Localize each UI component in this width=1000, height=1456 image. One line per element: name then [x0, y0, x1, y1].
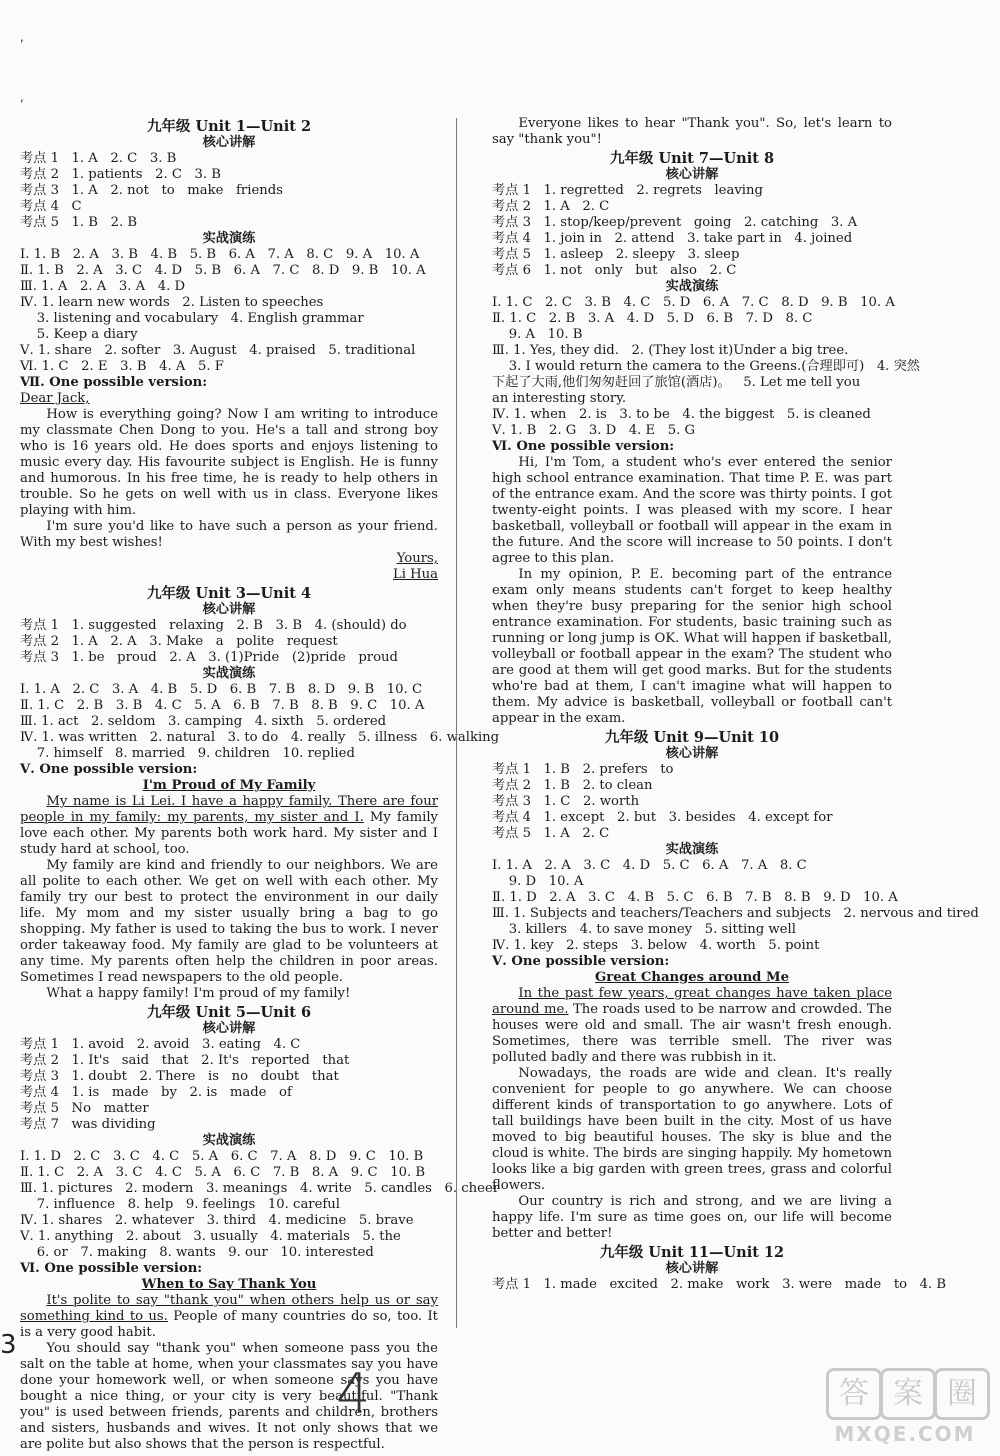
answer-list: [492, 183, 892, 279]
essay-paragraph: [20, 1293, 438, 1341]
letter-signature: Li Hua: [392, 567, 438, 582]
answer-line: 考点 4 1. is made by 2. is made of: [20, 1085, 292, 1100]
essay-paragraph: I'm sure you'd like to have such a person as your friend. With my best wishes!: [20, 519, 438, 550]
practice-heading: 实战演练: [665, 842, 719, 857]
answer-line: 考点 3 1. be proud 2. A 3. (1)Pride (2)pride proud: [20, 650, 398, 665]
answer-line: 考点 1 1. regretted 2. regrets leaving: [492, 183, 763, 198]
answer-line: 3. killers 4. to save money 5. sitting well: [492, 922, 796, 937]
answer-list: [20, 151, 438, 231]
answer-line: 考点 3 1. C 2. worth: [492, 794, 640, 809]
answer-line: Ⅴ. 1. B 2. G 3. D 4. E 5. G: [492, 423, 696, 438]
answer-line: Ⅴ. 1. anything 2. about 3. usually 4. materials 5. the: [20, 1229, 401, 1244]
answer-line: Ⅴ. One possible version:: [492, 954, 670, 969]
answer-line: Ⅱ. 1. C 2. A 3. C 4. C 5. A 6. C 7. B 8. A 9. C 10. B: [20, 1165, 426, 1180]
answer-line: 考点 2 1. It's said that 2. It's reported that: [20, 1053, 350, 1068]
essay-paragraph: Nowadays, the roads are wide and clean. It's really convenient for people to go anywhere. We can choose different kinds of transportation to go anywhere. Lots of tall buildings have been built in the city. Most of us have moved to big beautiful houses. The sky is blue and the cloud is white. The birds are singing happily. My hometown looks like a big garden with green trees, grass and colorful flowers.: [492, 1066, 892, 1193]
letter-closing: Yours,: [396, 551, 438, 566]
answer-line: 9. A 10. B: [492, 327, 583, 342]
answer-line: 5. Keep a diary: [20, 327, 138, 342]
answer-line: Ⅴ. One possible version:: [20, 762, 198, 777]
answer-line: 考点 5 1. asleep 2. sleepy 3. sleep: [492, 247, 740, 262]
essay-topic-sentence: It's polite to say "thank you" when others help us or say something kind to us.: [20, 1293, 438, 1324]
answer-line: Ⅰ. 1. A 2. C 3. A 4. B 5. D 6. B 7. B 8. D 9. B 10. C: [20, 682, 423, 697]
essay-paragraph: What a happy family! I'm proud of my family!: [46, 986, 351, 1001]
watermark-logo-char: 圈: [934, 1368, 990, 1420]
core-heading: 核心讲解: [202, 602, 256, 617]
essay-title: I'm Proud of My Family: [142, 778, 316, 793]
answer-line: Ⅲ. 1. Subjects and teachers/Teachers and subjects 2. nervous and tired: [492, 906, 979, 921]
essay-paragraph: Everyone likes to hear "Thank you". So, let's learn to say "thank you"!: [492, 116, 892, 147]
answer-line: Ⅰ. 1. B 2. A 3. B 4. B 5. B 6. A 7. A 8. C 9. A 10. A: [20, 247, 420, 262]
corner-page-number: 3: [0, 1330, 17, 1360]
essay-paragraph: [20, 794, 438, 858]
answer-line: 考点 3 1. stop/keep/prevent going 2. catching 3. A: [492, 215, 858, 230]
column-divider: [456, 118, 457, 1328]
section-title: 九年级 Unit 11—Unit 12: [599, 1244, 785, 1261]
answer-line: 考点 4 C: [20, 199, 82, 214]
answer-line: Ⅰ. 1. D 2. C 3. C 4. C 5. A 6. C 7. A 8. D 9. C 10. B: [20, 1149, 424, 1164]
answer-line: Ⅲ. 1. A 2. A 3. A 4. D: [20, 279, 186, 294]
essay-paragraph: Our country is rich and strong, and we are living a happy life. I'm sure as time goes on, our life will become better and better!: [492, 1194, 892, 1241]
answer-line: 考点 2 1. A 2. C: [492, 199, 610, 214]
right-column: [492, 116, 979, 1293]
answer-line: 6. or 7. making 8. wants 9. our 10. interested: [20, 1245, 374, 1260]
section-title: 九年级 Unit 5—Unit 6: [146, 1004, 312, 1021]
answer-line: 9. D 10. A: [492, 874, 584, 889]
answer-line: Ⅳ. 1. learn new words 2. Listen to speeches: [20, 295, 324, 310]
section-title: 九年级 Unit 9—Unit 10: [604, 729, 780, 746]
answer-line: 考点 5 1. B 2. B: [20, 215, 138, 230]
answer-line: 7. influence 8. help 9. feelings 10. careful: [20, 1197, 341, 1212]
answer-line: Ⅱ. 1. D 2. A 3. C 4. B 5. C 6. B 7. B 8. B 9. D 10. A: [492, 890, 898, 905]
section-title: 九年级 Unit 1—Unit 2: [146, 118, 312, 135]
essay-paragraph: You should say "thank you" when someone pass you the salt on the table at home, when your classmates say you have done your homework well, or when someone says you have bought a nice thing, or your city is very beautiful. "Thank you" is used between friends, parents and children, brothers and sisters, husbands and wives. It not only shows that we are polite but also shows that the person is respectful.: [20, 1341, 438, 1452]
answer-line: Ⅳ. 1. key 2. steps 3. below 4. worth 5. point: [492, 938, 820, 953]
section-title: 九年级 Unit 7—Unit 8: [609, 150, 775, 167]
core-heading: 核心讲解: [202, 1021, 256, 1036]
answer-line: 考点 3 1. doubt 2. There is no doubt that: [20, 1069, 339, 1084]
core-heading: 核心讲解: [202, 135, 256, 150]
answer-line: an interesting story.: [492, 391, 627, 406]
answer-line: 考点 7 was dividing: [20, 1117, 156, 1132]
practice-heading: 实战演练: [202, 231, 256, 246]
essay-paragraph: How is everything going? Now I am writing to introduce my classmate Chen Dong to you. He's a tall and strong boy who is 16 years old. He does sports and enjoys listening to music every day. His favourite subject is English. He is funny and humorous. In his free time, he is ready to help others in trouble. So he gets on well with us in class. Everyone likes playing with him.: [20, 407, 438, 518]
answer-list: [492, 295, 920, 455]
answer-line: Ⅲ. 1. act 2. seldom 3. camping 4. sixth 5. ordered: [20, 714, 387, 729]
essay-title: Great Changes around Me: [595, 970, 789, 985]
answer-line: 3. I would return the camera to the Greens.(合理即可) 4. 突然: [492, 359, 920, 374]
answer-list: [20, 682, 500, 778]
answer-line: Ⅵ. One possible version:: [20, 1261, 203, 1276]
essay-text: People of many countries do so, too. It is a very good habit.: [20, 1309, 438, 1340]
answer-line: Ⅱ. 1. C 2. B 3. B 4. C 5. A 6. B 7. B 8. B 9. C 10. A: [20, 698, 425, 713]
answer-list: [492, 858, 979, 970]
answer-line: 考点 6 1. not only but also 2. C: [492, 263, 737, 278]
answer-line: 考点 5 No matter: [20, 1101, 149, 1116]
answer-line: 考点 1 1. avoid 2. avoid 3. eating 4. C: [20, 1037, 301, 1052]
answer-line: Ⅱ. 1. C 2. B 3. A 4. D 5. D 6. B 7. D 8. C: [492, 311, 813, 326]
answer-line: Ⅲ. 1. pictures 2. modern 3. meanings 4. write 5. candles 6. cheer: [20, 1181, 500, 1196]
handwritten-page-number: 4: [336, 1362, 371, 1425]
answer-line: 考点 2 1. B 2. to clean: [492, 778, 653, 793]
answer-list: [492, 762, 892, 842]
answer-line: Ⅳ. 1. when 2. is 3. to be 4. the biggest 5. is cleaned: [492, 407, 871, 422]
answer-line: Ⅳ. 1. was written 2. natural 3. to do 4. really 5. illness 6. walking: [20, 730, 500, 745]
answer-line: Ⅶ. One possible version:: [20, 375, 208, 390]
answer-line: 考点 4 1. join in 2. attend 3. take part in 4. joined: [492, 231, 853, 246]
essay-topic-sentence: My name is Li Lei. I have a happy family. There are four people in my family: my parents, my sister and I.: [20, 794, 438, 825]
answer-line: 考点 1 1. made excited 2. make work 3. were made to 4. B: [492, 1277, 947, 1292]
essay-paragraph: [492, 986, 892, 1066]
answer-list: [20, 247, 438, 391]
answer-line: Ⅱ. 1. B 2. A 3. C 4. D 5. B 6. A 7. C 8. D 9. B 10. A: [20, 263, 426, 278]
practice-heading: 实战演练: [665, 279, 719, 294]
core-heading: 核心讲解: [665, 746, 719, 761]
answer-line: Ⅲ. 1. Yes, they did. 2. (They lost it)Under a big tree.: [492, 343, 849, 358]
answer-line: Ⅴ. 1. share 2. softer 3. August 4. praised 5. traditional: [20, 343, 416, 358]
answer-line: 考点 5 1. A 2. C: [492, 826, 610, 841]
answer-line: Ⅵ. 1. C 2. E 3. B 4. A 5. F: [20, 359, 224, 374]
letter-greeting: Dear Jack,: [20, 391, 90, 406]
site-watermark: [820, 1368, 990, 1448]
essay-paragraph: Hi, I'm Tom, a student who's ever entered the senior high school entrance examination. That time P. E. was part of the entrance exam. And the score was thirty points. I got twenty-eight points. I was pleased with my score. I hear basketball, volleyball or football will appear in the exam in the future. And the score will increase to 50 points. I don't agree to this plan.: [492, 455, 892, 566]
section-title: 九年级 Unit 3—Unit 4: [146, 585, 312, 602]
answer-list: [20, 618, 438, 666]
answer-line: 下起了大雨,他们匆匆赶回了旅馆(酒店)。 5. Let me tell you: [492, 375, 861, 390]
essay-title: When to Say Thank You: [141, 1277, 317, 1292]
answer-line: 考点 1 1. A 2. C 3. B: [20, 151, 177, 166]
answer-line: 考点 2 1. patients 2. C 3. B: [20, 167, 221, 182]
answer-list: [20, 1149, 500, 1277]
answer-line: Ⅰ. 1. A 2. A 3. C 4. D 5. C 6. A 7. A 8. C: [492, 858, 807, 873]
essay-paragraph: My family are kind and friendly to our neighbors. We are all polite to each other. We get on well with each other. My family try our best to protect the environment in our daily life. My mom and my sister usually bring a bag to go shopping. My father is used to taking the bus to work. I never order takeaway food. My family are glad to be volunteers at any time. My parents often help the children in poor areas. Sometimes I read newspapers to the old people.: [20, 858, 438, 985]
watermark-text: MXQE.COM: [834, 1422, 976, 1446]
answer-line: 3. listening and vocabulary 4. English grammar: [20, 311, 364, 326]
answer-line: 考点 4 1. except 2. but 3. besides 4. except for: [492, 810, 833, 825]
answer-line: 7. himself 8. married 9. children 10. replied: [20, 746, 355, 761]
watermark-logo-char: 答: [826, 1368, 882, 1420]
answer-line: Ⅵ. One possible version:: [492, 439, 675, 454]
core-heading: 核心讲解: [665, 167, 719, 182]
answer-line: 考点 2 1. A 2. A 3. Make a polite request: [20, 634, 338, 649]
answer-line: 考点 1 1. B 2. prefers to: [492, 762, 674, 777]
practice-heading: 实战演练: [202, 1133, 256, 1148]
essay-paragraph: In my opinion, P. E. becoming part of the entrance exam only means students can't forget to keep healthy when they're busy preparing for the senior high school entrance examination. For students, basic training such as running or long jump is OK. What will happen if basketball, volleyball or football appear in the exam? The student who are good at them will get good marks. But for the students who're bad at them, I can't imagine what will happen to them. My advice is basketball, volleyball or football can't appear in the exam.: [492, 567, 892, 726]
essay-topic-sentence: In the past few years, great changes have taken place around me.: [492, 986, 892, 1017]
left-column: [20, 116, 500, 1453]
corner-mark: ,: [20, 90, 24, 104]
answer-line: 考点 3 1. A 2. not to make friends: [20, 183, 283, 198]
answer-line: 考点 1 1. suggested relaxing 2. B 3. B 4. (should) do: [20, 618, 407, 633]
essay-text: My family love each other. My parents both work hard. My sister and I study hard at school, too.: [20, 810, 438, 857]
answer-line: Ⅳ. 1. shares 2. whatever 3. third 4. medicine 5. brave: [20, 1213, 414, 1228]
answer-list: [20, 1037, 438, 1133]
core-heading: 核心讲解: [665, 1261, 719, 1276]
watermark-logo-char: 案: [880, 1368, 936, 1420]
practice-heading: 实战演练: [202, 666, 256, 681]
essay-text: The roads used to be narrow and crowded. The houses were old and small. The air wasn't fresh enough. Sometimes, there was terrible smell. The river was polluted badly and there was rubbish in it.: [492, 1002, 892, 1065]
answer-line: Ⅰ. 1. C 2. C 3. B 4. C 5. D 6. A 7. C 8. D 9. B 10. A: [492, 295, 895, 310]
corner-mark: ,: [20, 30, 24, 44]
